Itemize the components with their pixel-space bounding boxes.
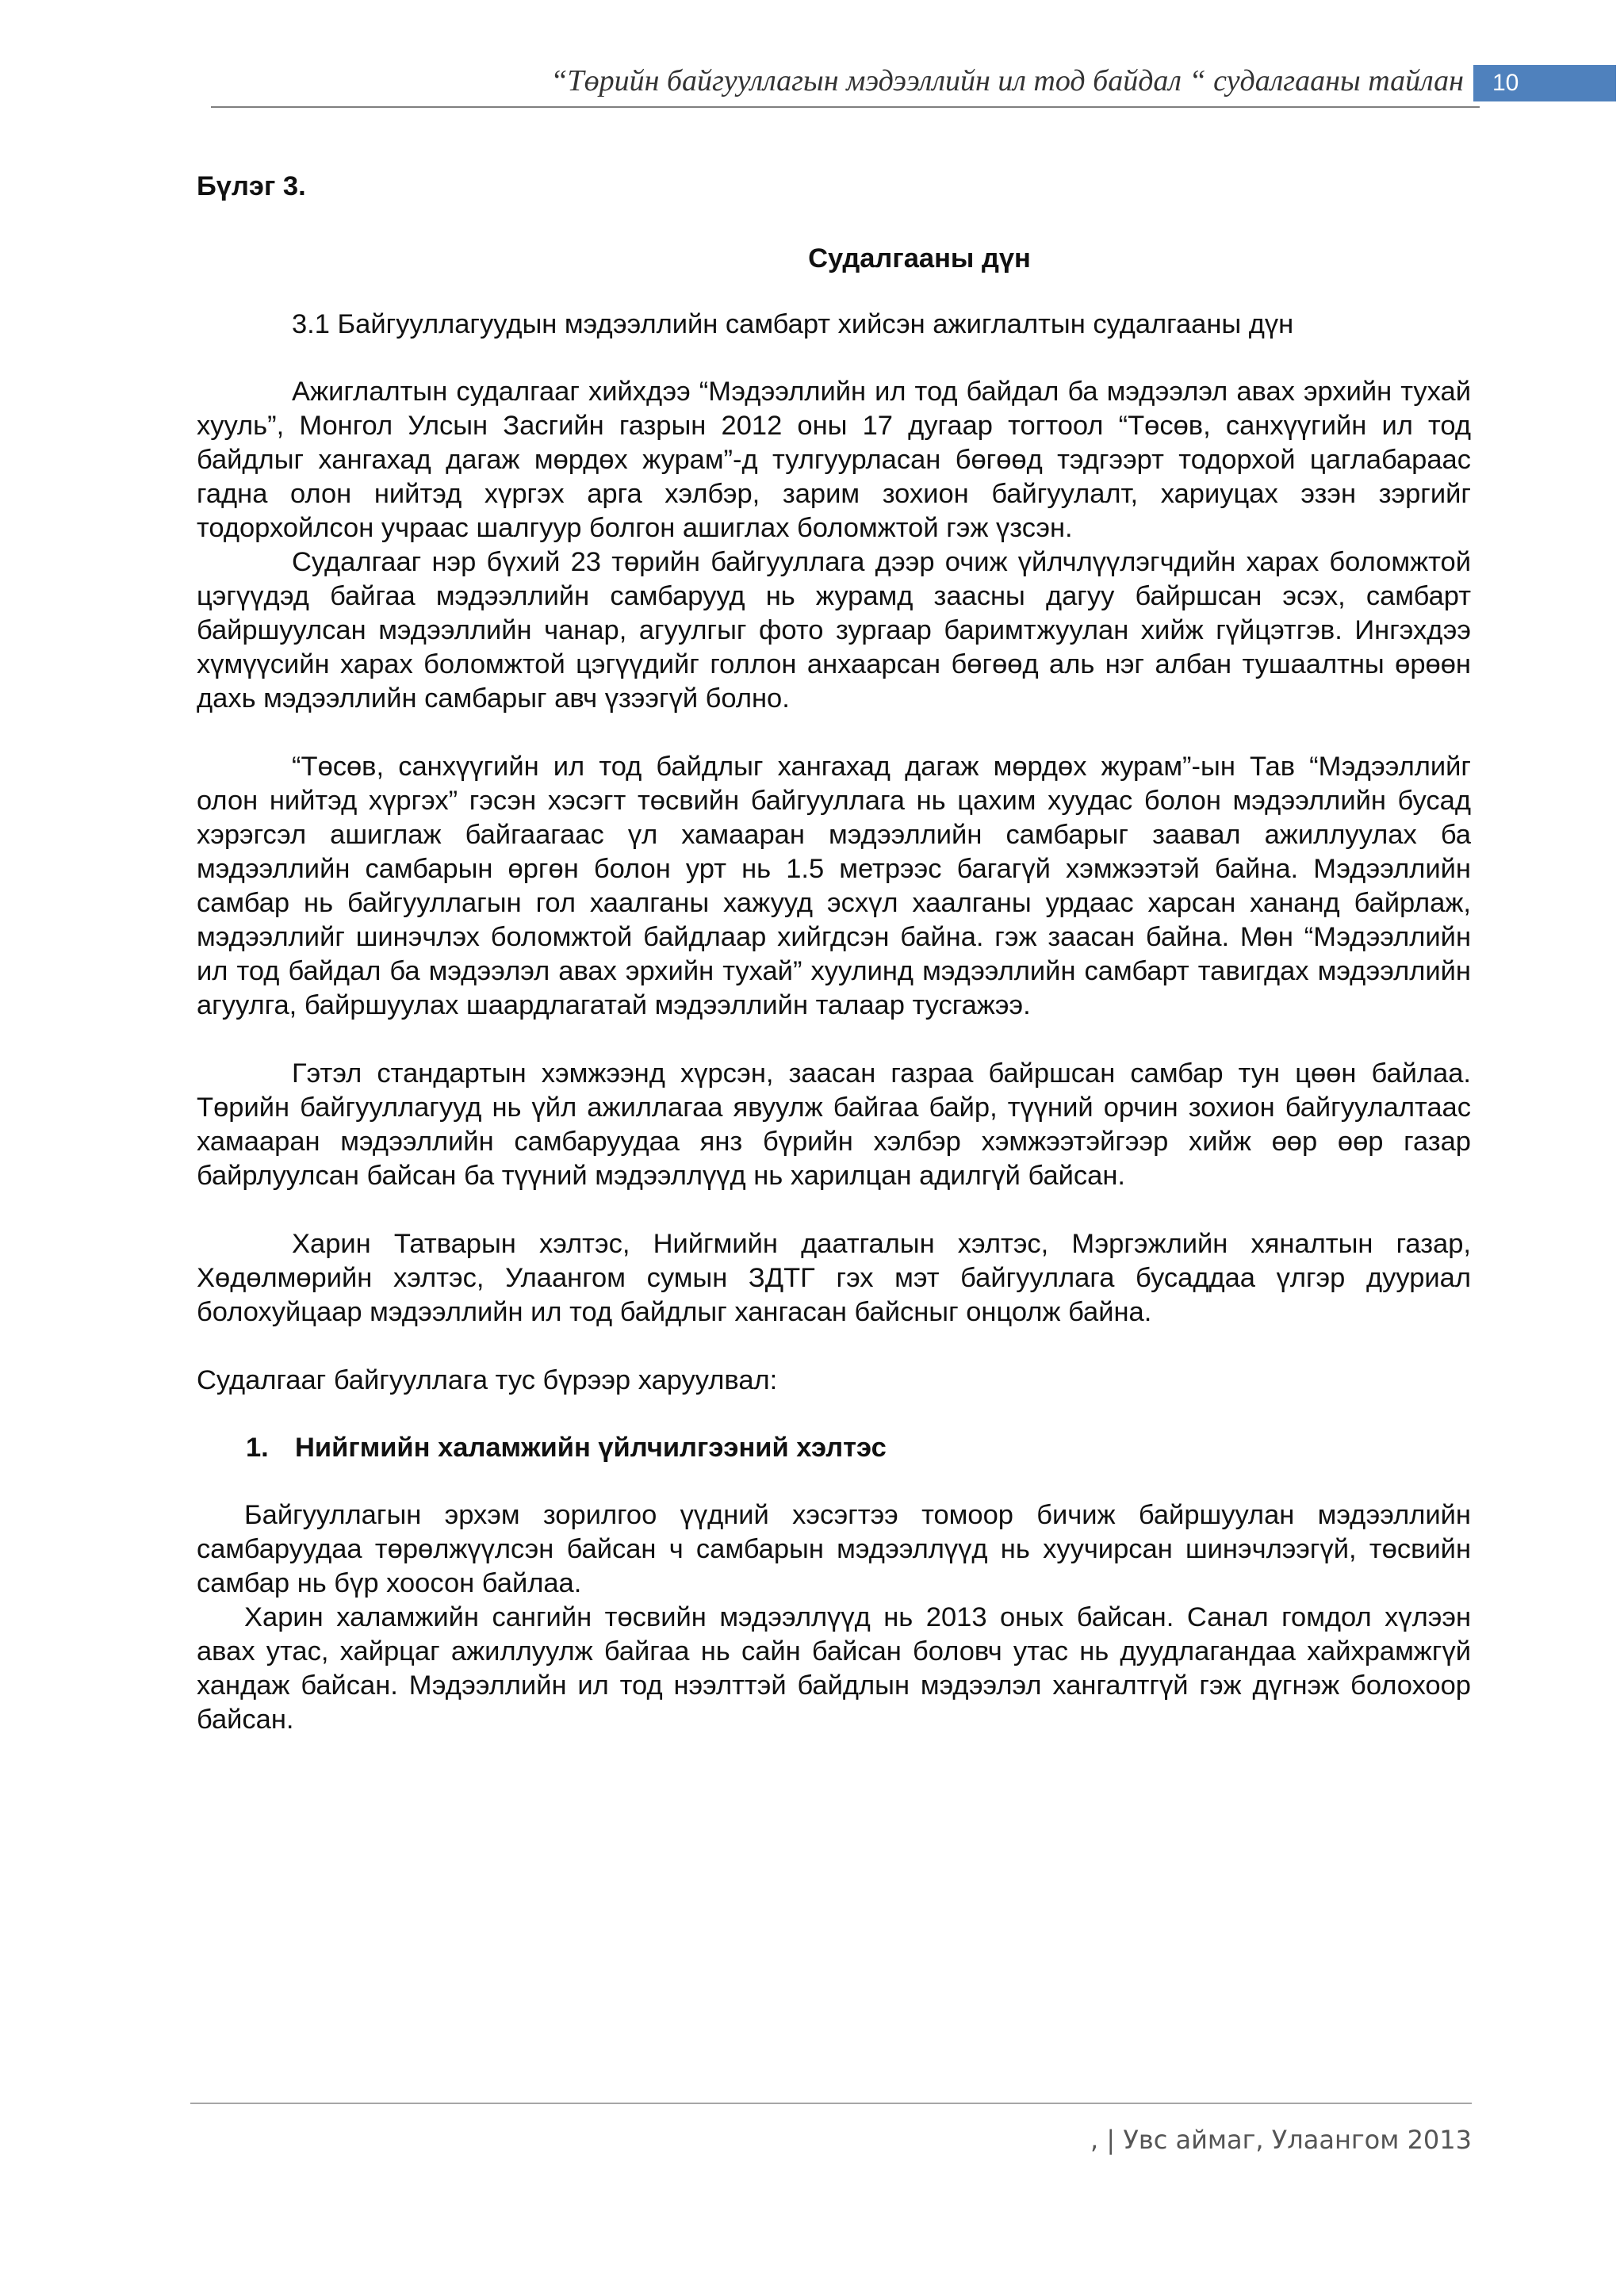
page-header — [211, 57, 1480, 108]
paragraph: Судалгааг нэр бүхий 23 төрийн байгууллага дээр очиж үйлчлүүлэгчдийн харах боломжтой цэгүүдэд байгаа мэдээллийн самбарууд нь журамд заасны дагуу байршсан эсэх, самбарт байршуулсан мэдээллийн чанар, агуулгыг фото зургаар баримтжуулан хийж гүйцэтгэв. Ингэхдээ хүмүүсийн харах боломжтой цэгүүдийг голлон анхаарсан бөгөөд аль нэг албан тушаалтны өрөөн дахь мэдээллийн самбарыг авч үзээгүй болно. — [197, 547, 1471, 714]
paragraph-spacer — [197, 1330, 1471, 1364]
document-body — [197, 159, 1471, 1737]
page-footer — [190, 2103, 1472, 2155]
footer-text: , | Увс аймаг, Улаангом 2013 — [1090, 2125, 1472, 2155]
paragraph: Харин халамжийн сангийн төсвийн мэдээллүүд нь 2013 оных байсан. Санал гомдол хүлээн авах утас, хайрцаг ажиллуулж байгаа нь сайн байсан боловч утас нь дуудлагандаа хайхрамжгүй хандаж байсан. Мэдээллийн ил тод нээлттэй байдлын мэдээлэл хангалтгүй гэж дүгнэж болохоор байсан. — [197, 1602, 1471, 1735]
section-title: Судалгааны дүн — [808, 243, 1031, 274]
list-heading-text: Нийгмийн халамжийн үйлчилгээний хэлтэс — [295, 1433, 887, 1463]
page-number-badge: 10 — [1473, 65, 1616, 101]
paragraph-spacer — [197, 1023, 1471, 1057]
header-title: “Төрийн байгууллагын мэдээллийн ил тод байдал “ судалгааны тайлан — [550, 64, 1464, 98]
paragraph: Байгууллагын эрхэм зорилгоо үүдний хэсэгтээ томоор бичиж байршуулан мэдээллийн самбаруудаа төрөлжүүлсэн байсан ч самбарын мэдээллүүд нь хуучирсан шинэчлээгүй, төсвийн самбар нь бүр хоосон байлаа. — [197, 1500, 1471, 1598]
paragraph: “Төсөв, санхүүгийн ил тод байдлыг хангахад дагаж мөрдөх журам”-ын Тав “Мэдээллийг олон нийтэд хүргэх” гэсэн хэсэгт төсвийн байгууллага нь цахим хуудас болон мэдээллийн бусад хэрэгсэл ашиглаж байгаагаас үл хамааран мэдээллийн самбарыг заавал ажиллуулах ба мэдээллийн самбарын өргөн болон урт нь 1.5 метрээс багагүй хэмжээтэй байна. Мэдээллийн самбар нь байгууллагын гол хаалганы хажууд эсхүл хаалганы урдаас харсан хананд байрлаж, мэдээллийг шинэчлэх боломжтой байдлаар хийгдсэн байна. гэж заасан байна. Мөн “Мэдээллийн ил тод байдал ба мэдээлэл авах эрхийн тухай” хуулинд мэдээллийн самбарт тавигдах мэдээллийн агуулга, байршуулах шаардлагатай мэдээллийн талаар тусгажээ. — [197, 752, 1471, 1020]
paragraph-spacer — [197, 716, 1471, 750]
list-number: 1. — [246, 1433, 269, 1463]
paragraph-spacer — [197, 1193, 1471, 1227]
chapter-heading: Бүлэг 3. — [197, 171, 306, 201]
subsection-title: 3.1 Байгууллагуудын мэдээллийн самбарт хийсэн ажиглалтын судалгааны дүн — [292, 309, 1294, 339]
paragraph: Харин Татварын хэлтэс, Нийгмийн даатгалын хэлтэс, Мэргэжлийн хяналтын газар, Хөдөлмөрийн хэлтэс, Улаангом сумын ЗДТГ гэх мэт байгууллага бусаддаа үлгэр дууриал болохуйцаар мэдээллийн ил тод байдлыг хангасан байсныг онцолж байна. — [197, 1229, 1471, 1327]
paragraph: Судалгааг байгууллага тус бүрээр харуулвал: — [197, 1365, 778, 1395]
list-heading — [197, 1431, 1471, 1465]
paragraph: Гэтэл стандартын хэмжээнд хүрсэн, заасан газраа байршсан самбар тун цөөн байлаа. Төрийн байгууллагууд нь үйл ажиллагаа явуулж байгаа байр, түүний орчин зохион байгуулалтаас хамааран мэдээллийн самбаруудаа янз бүрийн хэлбэр хэмжээтэйгээр хийж өөр өөр газар байрлуулсан байсан ба түүний мэдээллүүд нь харилцан адилгүй байсан. — [197, 1058, 1471, 1191]
paragraph: Ажиглалтын судалгааг хийхдээ “Мэдээллийн ил тод байдал ба мэдээлэл авах эрхийн тухай хууль”, Монгол Улсын Засгийн газрын 2012 оны 17 дугаар тогтоол “Төсөв, санхүүгийн ил тод байдлыг хангахад дагаж мөрдөх журам”-д тулгуурласан бөгөөд тэдгээрт тодорхой цаглабараас гадна олон нийтэд хүргэх арга хэлбэр, зарим зохион байгуулалт, хариуцах эзэн зэргийг тодорхойлсон учраас шалгуур болгон ашиглах боломжтой гэж үзсэн. — [197, 377, 1471, 543]
